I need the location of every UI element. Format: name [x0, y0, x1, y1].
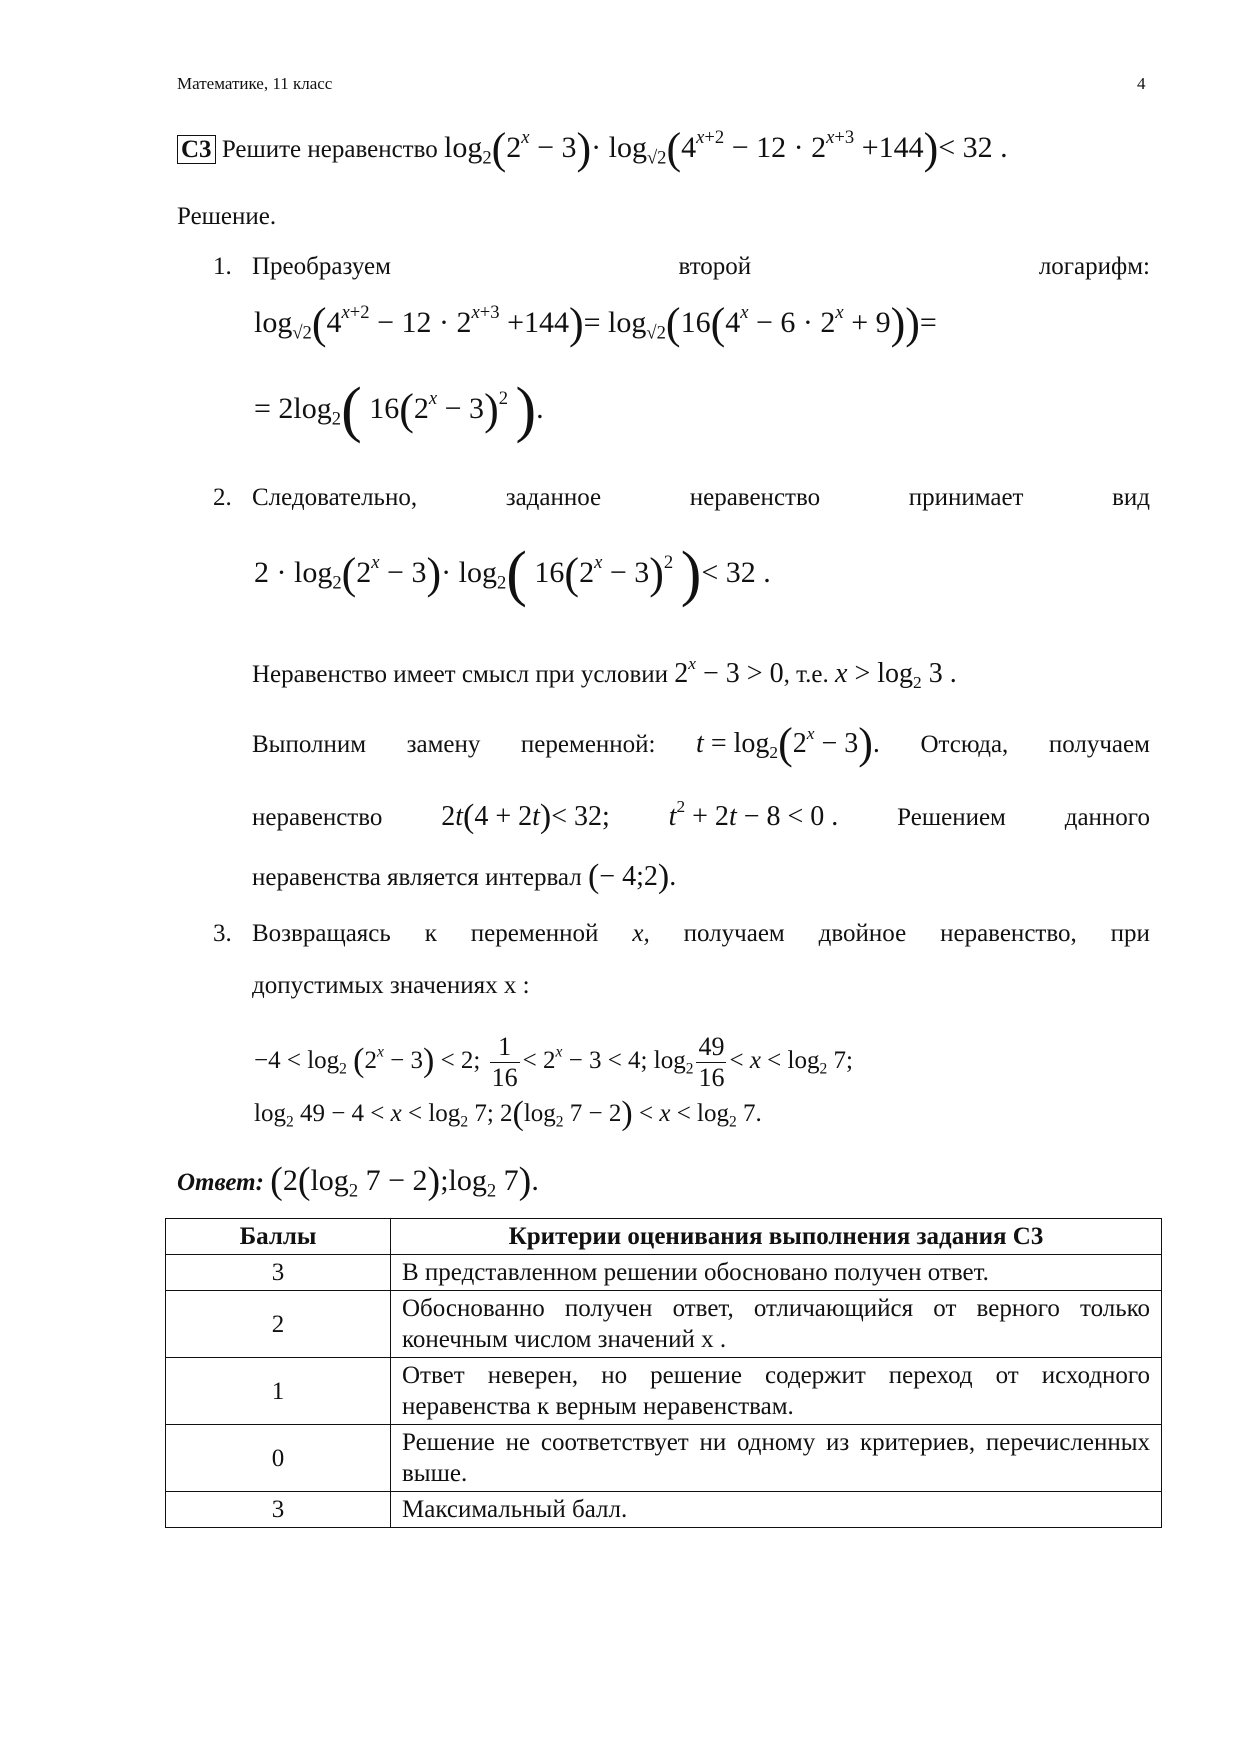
ineq-word: данного	[1064, 804, 1150, 831]
step-2-number: 2.	[213, 484, 232, 511]
ineq-word: неравенство	[252, 804, 383, 831]
interval-value: (− 4;2).	[587, 858, 677, 895]
answer-label: Ответ:	[177, 1169, 264, 1196]
sub-word: замену	[406, 731, 481, 758]
step-3-word: двойное	[818, 920, 907, 947]
sub-word: переменной:	[520, 731, 656, 758]
table-row	[166, 1255, 1162, 1291]
step-1-formula-line2: = $2\log_2$( $16(2^x - 3)^2$ ).	[254, 376, 544, 444]
ineq-2: $t^2 + 2t - 8 < 0$ .	[668, 796, 839, 832]
header-points: Баллы	[166, 1219, 391, 1255]
step-2-text	[252, 481, 1150, 515]
step-3-word: Возвращаясь	[252, 920, 391, 947]
domain-formula: $2^x - 3 > 0$	[674, 653, 784, 689]
step-1-word: Преобразуем	[252, 253, 391, 280]
table-header-row	[166, 1219, 1162, 1255]
substitution-line	[252, 719, 1150, 768]
inequality-line	[252, 796, 1150, 835]
step-3-text	[252, 917, 1150, 951]
sub-word: получаем	[1048, 731, 1150, 758]
table-row	[166, 1358, 1162, 1425]
sub-word: Выполним	[252, 731, 367, 758]
sub-formula: $t = \log_2(2^x - 3)$.	[696, 719, 880, 768]
step-3-word: при	[1110, 920, 1150, 947]
step-2-formula: $2 \cdot \log_2(2^x - 3)\cdot \log_2$( $16(2^x - 3)^2$ )< 32 .	[254, 540, 771, 608]
step-3-line2: допустимых значениях x :	[252, 972, 530, 999]
row-criteria: Максимальный балл.	[391, 1492, 1162, 1528]
row-criteria: В представленном решении обосновано получен ответ.	[391, 1255, 1162, 1291]
table-row	[166, 1425, 1162, 1492]
chain-line-1: $-4 < \log_2 (2^x - 3) < 2$; $\frac{1}{16}$ < $2^x - 3 < 4$; $\log_2$ $\frac{49}{16}$ < $x < \log_2 7$;	[254, 1032, 853, 1092]
criteria-table	[165, 1218, 1162, 1528]
step-3-word: переменной	[470, 920, 599, 947]
row-points: 0	[166, 1425, 391, 1492]
step-2-word: вид	[1112, 484, 1150, 511]
solution-heading: Решение.	[177, 203, 277, 230]
table-row	[166, 1291, 1162, 1358]
step-3-number: 3.	[213, 920, 232, 947]
row-points: 3	[166, 1492, 391, 1528]
task-expression: $\log_2(2^x - 3)\cdot \log_{√2}(4^{x+2} - 12 \cdot 2^{x+3} +144)< 32$ .	[444, 124, 1008, 173]
step-1-number: 1.	[213, 253, 232, 280]
step-2-word: заданное	[505, 484, 602, 511]
table-row	[166, 1492, 1162, 1528]
domain-result: $x > \log_2 3$ .	[835, 658, 957, 693]
domain-text: Неравенство имеет смысл при условии	[252, 661, 669, 688]
step-3-word: неравенство,	[940, 920, 1077, 947]
task-statement	[177, 124, 1008, 173]
step-3-word: к	[424, 920, 437, 947]
step-2-word: Следовательно,	[252, 484, 418, 511]
page-number: 4	[1137, 74, 1146, 93]
header-subject: Математике, 11 класс	[177, 74, 333, 93]
answer-value: ($2(\log_2$ $7 - 2);\log_2$ 7).	[270, 1160, 539, 1202]
row-criteria: Решение не соответствует ни одному из критериев, перечисленных выше.	[391, 1425, 1162, 1492]
row-points: 1	[166, 1358, 391, 1425]
step-3-word: x,	[632, 920, 650, 947]
step-2-word: принимает	[908, 484, 1024, 511]
header-criteria: Критерии оценивания выполнения задания С3	[391, 1219, 1162, 1255]
interval-line	[252, 860, 676, 895]
row-criteria: Обоснованно получен ответ, отличающийся от верного только конечным числом значений x .	[391, 1291, 1162, 1358]
step-3-word: получаем	[683, 920, 785, 947]
interval-text: неравенства является интервал	[252, 864, 582, 891]
step-1-word: второй	[678, 253, 752, 280]
ineq-word: Решением	[897, 804, 1006, 831]
step-1-formula-line1: $\log_{√2}(4^{x+2} - 12 \cdot 2^{x+3} +144)= \log_{√2}(16(4^x - 6 \cdot 2^x + 9))=$	[254, 299, 937, 348]
row-points: 3	[166, 1255, 391, 1291]
row-points: 2	[166, 1291, 391, 1358]
sub-word: Отсюда,	[920, 731, 1009, 758]
task-label: С3	[177, 135, 216, 164]
task-prompt: Решите неравенство	[221, 136, 438, 163]
chain-line-2: $\log_2 49 - 4 < x < \log_2 7$; $2(\log_2$ $7 - 2) < x < \log_2 7$.	[254, 1095, 762, 1132]
answer-line	[177, 1160, 539, 1202]
row-criteria: Ответ неверен, но решение содержит переход от исходного неравенства к верным неравенствам.	[391, 1358, 1162, 1425]
step-2-word: неравенство	[689, 484, 821, 511]
step-1-text	[252, 250, 1150, 284]
step-1-word: логарифм:	[1038, 253, 1150, 280]
domain-ie: , т.е.	[783, 661, 829, 688]
ineq-1: 2t(4 + 2t)< 32;	[441, 798, 610, 835]
domain-line	[252, 653, 957, 693]
